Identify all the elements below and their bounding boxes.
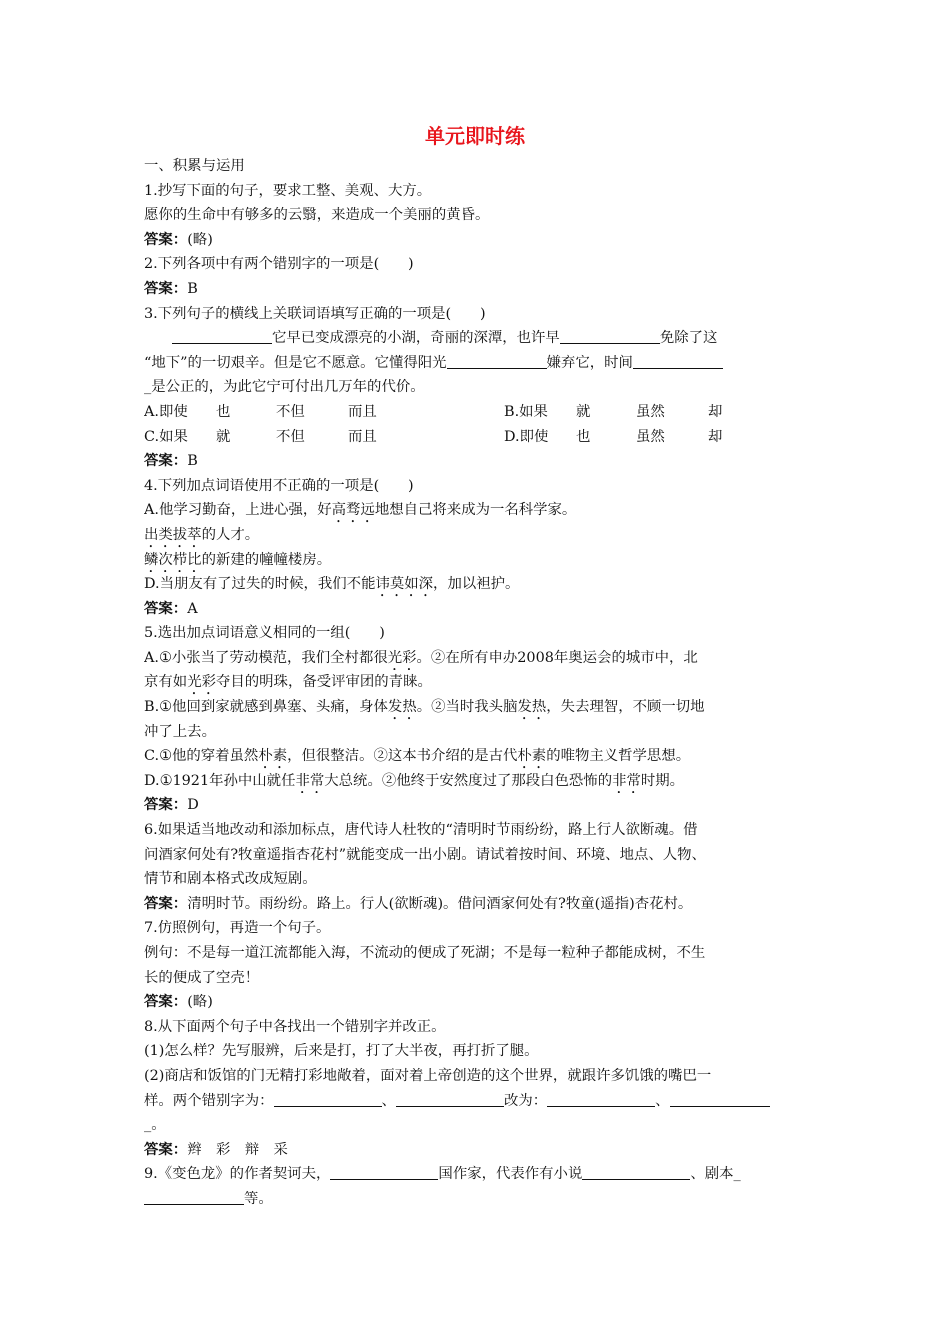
- fill-blank: [144, 1189, 244, 1205]
- answer-value: A: [187, 600, 198, 617]
- fill-blank: [172, 328, 272, 344]
- answer-value: B: [187, 280, 198, 297]
- q2-answer: [144, 277, 806, 302]
- option-c: C.如果: [144, 428, 188, 445]
- q3-passage-line: 它早已变成漂亮的小湖，奇丽的深潭，也许早 免除了这: [144, 326, 806, 351]
- q3-options-cd: C.如果 就 不但 而且 D.即使 也 虽然 却: [144, 425, 806, 450]
- fill-blank: [330, 1164, 438, 1180]
- q3-options-ab: A.即使 也 不但 而且 B.如果 就 虽然 却: [144, 400, 806, 425]
- q3-text: 3.下列句子的横线上关联词语填写正确的一项是( ): [144, 305, 486, 322]
- q9-text-cont: 等。: [144, 1187, 806, 1212]
- q4-option-b: 出类拔萃的人才。: [144, 526, 260, 543]
- q4-answer: [144, 597, 806, 622]
- q3-passage-line: “地下”的一切艰辛。但是它不愿意。它懂得阳光 嫌弃它，时间: [144, 351, 806, 376]
- answer-value: (略): [187, 231, 213, 248]
- q8-sentence-1: (1)怎么样？先写服辨，后来是打，打了大半夜，再打折了腿。: [144, 1043, 539, 1060]
- q5-option-a-cont: 京有如光彩夺目的明珠，备受评审团的青睐。: [144, 674, 432, 691]
- q5-option-a: A.①小张当了劳动模范，我们全村都很光彩。②在所有申办2008年奥运会的城市中，北: [144, 649, 698, 666]
- dotted-word: 发热: [387, 699, 417, 716]
- fill-blank: [274, 1091, 382, 1107]
- dotted-word: 讳莫如深: [375, 576, 434, 593]
- dotted-word: 出类拔萃: [144, 526, 202, 543]
- dotted-word: 朴素: [517, 748, 547, 765]
- q1-sentence: 愿你的生命中有够多的云翳，来造成一个美丽的黄昏。: [144, 207, 490, 224]
- option-a: A.即使: [144, 403, 188, 420]
- q7-example: 例句：不是每一道江流都能入海，不流动的便成了死湖；不是每一粒种子都能成树，不生: [144, 945, 706, 961]
- q4-option-a: A.他学习勤奋，上进心强，好高骛远地想自己将来成为一名科学家。: [144, 502, 577, 519]
- q2-text: 2.下列各项中有两个错别字的一项是( ): [144, 256, 414, 273]
- dotted-word: 发热: [517, 699, 547, 716]
- answer-value: B: [187, 453, 198, 470]
- answer-value: 辫 彩 辩 采: [187, 1141, 288, 1158]
- answer-label: 答案：: [144, 280, 188, 297]
- q1-text: 1.抄写下面的句子，要求工整、美观、大方。: [144, 182, 432, 199]
- q8-text: 8.从下面两个句子中各找出一个错别字并改正。: [144, 1018, 446, 1035]
- fill-blank: [396, 1091, 504, 1107]
- q5-option-b: B.①他回到家就感到鼻塞、头痛，身体发热。②当时我头脑发热，失去理智，不顾一切地: [144, 699, 705, 716]
- q6-text: 6.如果适当地改动和添加标点，唐代诗人杜牧的“清明时节雨纷纷，路上行人欲断魂。借: [144, 822, 698, 839]
- dotted-word: 鳞次栉比: [144, 551, 202, 568]
- answer-label: 答案：: [144, 231, 188, 248]
- q3-answer: [144, 449, 806, 474]
- q8-answer: [144, 1138, 806, 1163]
- section-heading: 一、积累与运用: [144, 158, 245, 174]
- q4-option-c: 鳞次栉比的新建的幢幢楼房。: [144, 551, 332, 568]
- q8-blanks-cont: _。: [144, 1117, 166, 1134]
- dotted-word: 非常: [295, 772, 325, 789]
- q8-sentence-2: (2)商店和饭馆的门无精打彩地敞着，面对着上帝创造的这个世界，就跟许多饥饿的嘴巴一: [144, 1067, 712, 1084]
- fill-blank: [670, 1091, 770, 1107]
- fill-blank: [447, 353, 547, 369]
- q3-passage-line: _是公正的，为此它宁可付出几万年的代价。: [144, 379, 425, 396]
- q7-answer: [144, 990, 806, 1015]
- fill-blank: [560, 328, 660, 344]
- q6-answer: [144, 892, 806, 917]
- q7-text: 7.仿照例句，再造一个句子。: [144, 920, 331, 937]
- document-page: [144, 118, 806, 1212]
- dotted-word: 朴素: [258, 748, 288, 765]
- answer-label: 答案：: [144, 797, 188, 814]
- answer-value: D: [187, 797, 199, 814]
- option-b: B.如果: [504, 403, 548, 420]
- q1-answer: [144, 228, 806, 253]
- fill-blank: [547, 1091, 655, 1107]
- fill-blank: [582, 1164, 690, 1180]
- dotted-word: 非常: [612, 772, 641, 789]
- answer-label: 答案：: [144, 895, 188, 912]
- answer-label: 答案：: [144, 994, 188, 1011]
- answer-label: 答案：: [144, 600, 188, 617]
- answer-label: 答案：: [144, 1141, 188, 1158]
- q6-text-cont: 问酒家何处有?牧童遥指杏花村”就能变成一出小剧。请试着按时间、环境、地点、人物、: [144, 846, 706, 863]
- dotted-word: 高骛远: [331, 502, 375, 519]
- q5-option-b-cont: 冲了上去。: [144, 723, 216, 740]
- q5-option-d: D.①1921年孙中山就任非常大总统。②他终于安然度过了那段白色恐怖的非常时期。: [144, 772, 685, 789]
- answer-label: 答案：: [144, 453, 188, 470]
- q7-example-cont: 长的便成了空壳！: [144, 969, 260, 986]
- fill-blank: [633, 353, 723, 369]
- q5-option-c: C.①他的穿着虽然朴素，但很整洁。②这本书介绍的是古代朴素的唯物主义哲学思想。: [144, 748, 691, 765]
- q5-answer: [144, 793, 806, 818]
- answer-value: 清明时节。雨纷纷。路上。行人(欲断魂)。借问酒家何处有?牧童(遥指)杏花村。: [187, 895, 693, 912]
- q5-text: 5.选出加点词语意义相同的一组( ): [144, 625, 385, 642]
- answer-value: (略): [187, 994, 213, 1011]
- q9-text: 9.《变色龙》的作者契诃夫， 国作家，代表作有小说 、剧本_: [144, 1166, 741, 1183]
- q6-text-cont: 情节和剧本格式改成短剧。: [144, 871, 317, 888]
- dotted-word: 光彩: [387, 649, 417, 666]
- q8-blanks-line: 样。两个错别字为： 、 改为： 、: [144, 1089, 806, 1114]
- option-d: D.即使: [504, 428, 549, 445]
- dotted-word: 光彩: [187, 674, 216, 691]
- page-title: 单元即时练: [425, 124, 525, 148]
- q4-text: 4.下列加点词语使用不正确的一项是( ): [144, 477, 414, 494]
- q4-option-d: D.当朋友有了过失的时候，我们不能讳莫如深，加以袒护。: [144, 576, 520, 593]
